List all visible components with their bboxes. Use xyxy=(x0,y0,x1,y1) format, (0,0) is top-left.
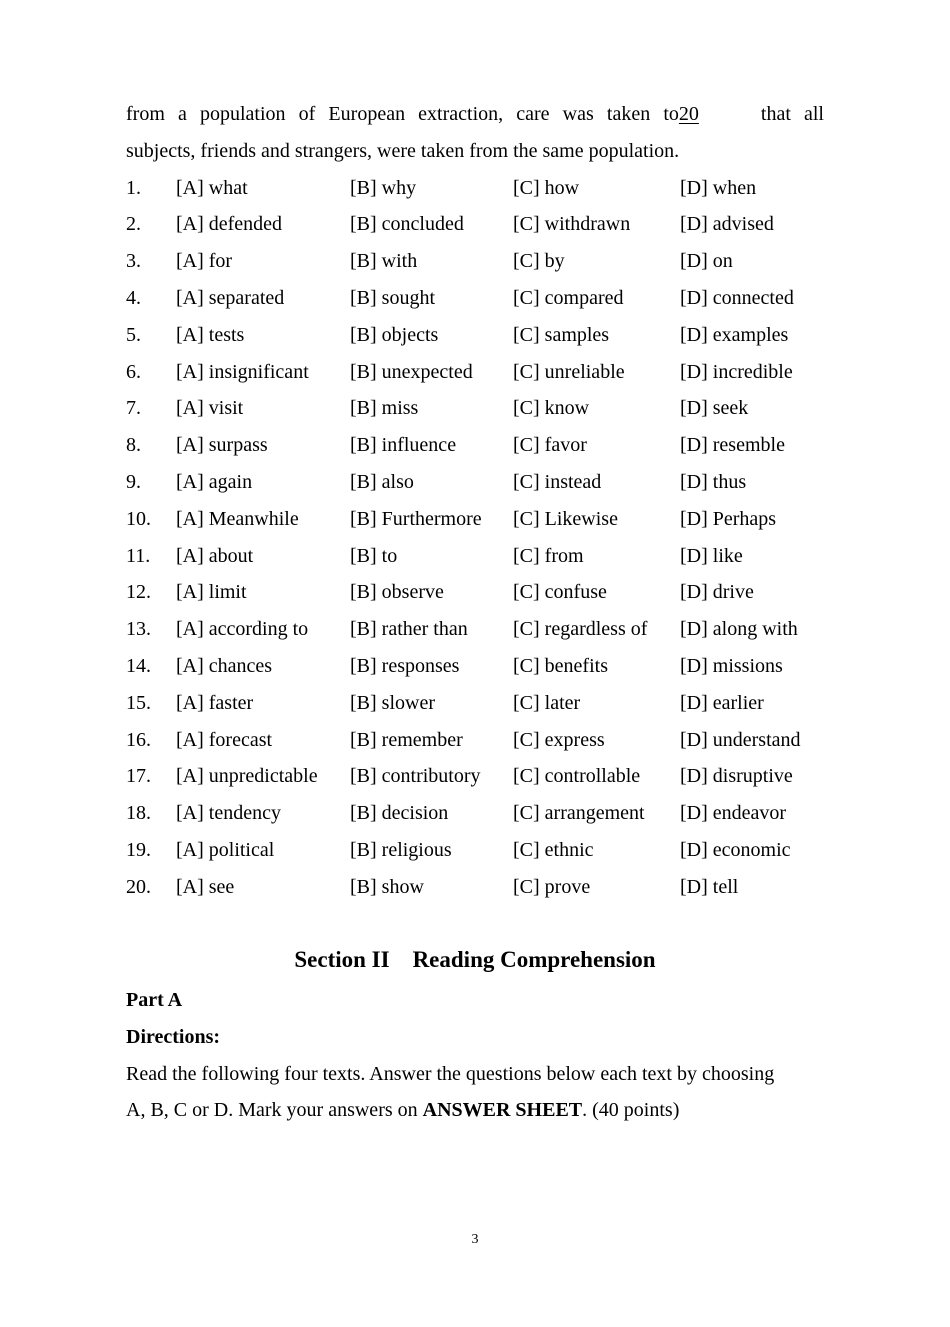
question-number: 1. xyxy=(126,176,141,199)
question-row xyxy=(126,758,824,795)
option-a: [A] limit xyxy=(176,581,247,604)
option-a: [A] separated xyxy=(176,286,285,309)
option-a: [A] see xyxy=(176,875,235,898)
option-d: [D] disruptive xyxy=(680,765,793,788)
cloze-passage-continuation xyxy=(126,96,824,906)
question-row xyxy=(126,574,824,611)
question-number: 10. xyxy=(126,507,151,530)
blank-20: 20 xyxy=(678,103,699,125)
question-row xyxy=(126,648,824,685)
option-d: [D] understand xyxy=(680,728,801,751)
question-row xyxy=(126,869,824,906)
option-c: [C] arrangement xyxy=(513,802,645,825)
option-d: [D] along with xyxy=(680,618,798,641)
question-row xyxy=(126,722,824,759)
option-d: [D] when xyxy=(680,176,757,199)
option-d: [D] resemble xyxy=(680,434,785,457)
option-d: [D] thus xyxy=(680,470,747,493)
option-b: [B] to xyxy=(350,544,398,567)
section-title: Section II Reading Comprehension xyxy=(294,947,656,972)
question-number: 19. xyxy=(126,838,151,861)
directions-line-2 xyxy=(126,1092,824,1129)
option-c: [C] know xyxy=(513,397,590,420)
option-c: [C] express xyxy=(513,728,605,751)
option-a: [A] insignificant xyxy=(176,360,309,383)
answer-sheet-emphasis: ANSWER SHEET xyxy=(422,1099,583,1122)
option-a: [A] tendency xyxy=(176,802,281,825)
option-a: [A] defended xyxy=(176,213,283,236)
option-b: [B] sought xyxy=(350,286,435,309)
option-c: [C] Likewise xyxy=(513,507,618,530)
question-number: 14. xyxy=(126,654,151,677)
option-a: [A] tests xyxy=(176,323,245,346)
option-b: [B] miss xyxy=(350,397,419,420)
option-a: [A] according to xyxy=(176,618,309,641)
question-number: 6. xyxy=(126,360,141,383)
option-d: [D] economic xyxy=(680,838,791,861)
question-number: 11. xyxy=(126,544,151,567)
question-row xyxy=(126,280,824,317)
option-b: [B] slower xyxy=(350,691,435,714)
question-number: 15. xyxy=(126,691,151,714)
option-d: [D] connected xyxy=(680,286,794,309)
option-c: [C] ethnic xyxy=(513,838,594,861)
option-b: [B] influence xyxy=(350,434,457,457)
option-a: [A] chances xyxy=(176,654,273,677)
question-number: 5. xyxy=(126,323,141,346)
question-row xyxy=(126,317,824,354)
question-number: 12. xyxy=(126,581,151,604)
option-d: [D] incredible xyxy=(680,360,793,383)
option-b: [B] contributory xyxy=(350,765,481,788)
option-c: [C] later xyxy=(513,691,581,714)
option-a: [A] again xyxy=(176,470,253,493)
question-row xyxy=(126,832,824,869)
option-a: [A] surpass xyxy=(176,434,268,457)
directions-label: Directions: xyxy=(126,1025,221,1048)
question-row xyxy=(126,243,824,280)
option-a: [A] for xyxy=(176,250,233,273)
question-number: 3. xyxy=(126,250,141,273)
question-row xyxy=(126,538,824,575)
option-d: [D] endeavor xyxy=(680,802,787,825)
option-b: [B] Furthermore xyxy=(350,507,482,530)
question-number: 4. xyxy=(126,286,141,309)
question-number: 9. xyxy=(126,470,141,493)
passage-text-after-blank: that all xyxy=(760,103,824,125)
option-c: [C] prove xyxy=(513,875,591,898)
reading-comprehension-intro xyxy=(126,982,824,1129)
option-b: [B] unexpected xyxy=(350,360,473,383)
option-c: [C] how xyxy=(513,176,580,199)
option-a: [A] visit xyxy=(176,397,244,420)
question-row xyxy=(126,390,824,427)
option-b: [B] show xyxy=(350,875,424,898)
option-c: [C] favor xyxy=(513,434,587,457)
option-c: [C] compared xyxy=(513,286,624,309)
option-a: [A] what xyxy=(176,176,248,199)
question-row xyxy=(126,354,824,391)
option-c: [C] unreliable xyxy=(513,360,625,383)
question-row xyxy=(126,170,824,207)
option-b: [B] decision xyxy=(350,802,449,825)
directions-text: A, B, C or D. Mark your answers on xyxy=(126,1099,423,1122)
option-b: [B] rather than xyxy=(350,618,468,641)
option-c: [C] withdrawn xyxy=(513,213,631,236)
question-row xyxy=(126,206,824,243)
question-number: 7. xyxy=(126,397,141,420)
option-c: [C] regardless of xyxy=(513,618,648,641)
option-d: [D] drive xyxy=(680,581,754,604)
question-number: 17. xyxy=(126,765,151,788)
option-b: [B] with xyxy=(350,250,418,273)
option-a: [A] political xyxy=(176,838,275,861)
option-c: [C] controllable xyxy=(513,765,641,788)
option-d: [D] tell xyxy=(680,875,739,898)
answer-options-list xyxy=(126,170,824,906)
option-b: [B] religious xyxy=(350,838,452,861)
option-c: [C] from xyxy=(513,544,584,567)
option-b: [B] why xyxy=(350,176,417,199)
question-row xyxy=(126,501,824,538)
option-b: [B] objects xyxy=(350,323,439,346)
question-number: 18. xyxy=(126,802,151,825)
question-row xyxy=(126,464,824,501)
option-d: [D] advised xyxy=(680,213,774,236)
question-number: 2. xyxy=(126,213,141,236)
option-d: [D] missions xyxy=(680,654,783,677)
question-row xyxy=(126,685,824,722)
page-number: 3 xyxy=(471,1232,479,1247)
option-b: [B] concluded xyxy=(350,213,464,236)
question-number: 20. xyxy=(126,875,151,898)
option-d: [D] on xyxy=(680,250,733,273)
option-c: [C] samples xyxy=(513,323,610,346)
question-number: 13. xyxy=(126,618,151,641)
part-heading: Part A xyxy=(126,989,183,1011)
question-row xyxy=(126,795,824,832)
directions-points: . (40 points) xyxy=(582,1099,680,1122)
option-a: [A] forecast xyxy=(176,728,273,751)
option-d: [D] earlier xyxy=(680,691,764,714)
option-a: [A] Meanwhile xyxy=(176,507,299,530)
option-a: [A] about xyxy=(176,544,254,567)
option-a: [A] faster xyxy=(176,691,254,714)
option-c: [C] by xyxy=(513,250,565,273)
option-c: [C] instead xyxy=(513,470,602,493)
option-b: [B] also xyxy=(350,470,414,493)
question-number: 8. xyxy=(126,434,141,457)
option-b: [B] responses xyxy=(350,654,460,677)
option-b: [B] remember xyxy=(350,728,463,751)
option-c: [C] confuse xyxy=(513,581,607,604)
passage-line-1 xyxy=(126,96,824,133)
passage-text-before-blank: from a population of European extraction, care was taken to xyxy=(126,103,679,125)
directions-line-1: Read the following four texts. Answer the questions below each text by choosing xyxy=(126,1062,775,1085)
option-d: [D] Perhaps xyxy=(680,507,777,530)
question-row xyxy=(126,427,824,464)
passage-line-2: subjects, friends and strangers, were taken from the same population. xyxy=(126,139,680,162)
option-b: [B] observe xyxy=(350,581,444,604)
option-d: [D] seek xyxy=(680,397,749,420)
option-d: [D] examples xyxy=(680,323,789,346)
option-d: [D] like xyxy=(680,544,743,567)
question-row xyxy=(126,611,824,648)
option-a: [A] unpredictable xyxy=(176,765,318,788)
question-number: 16. xyxy=(126,728,151,751)
option-c: [C] benefits xyxy=(513,654,608,677)
